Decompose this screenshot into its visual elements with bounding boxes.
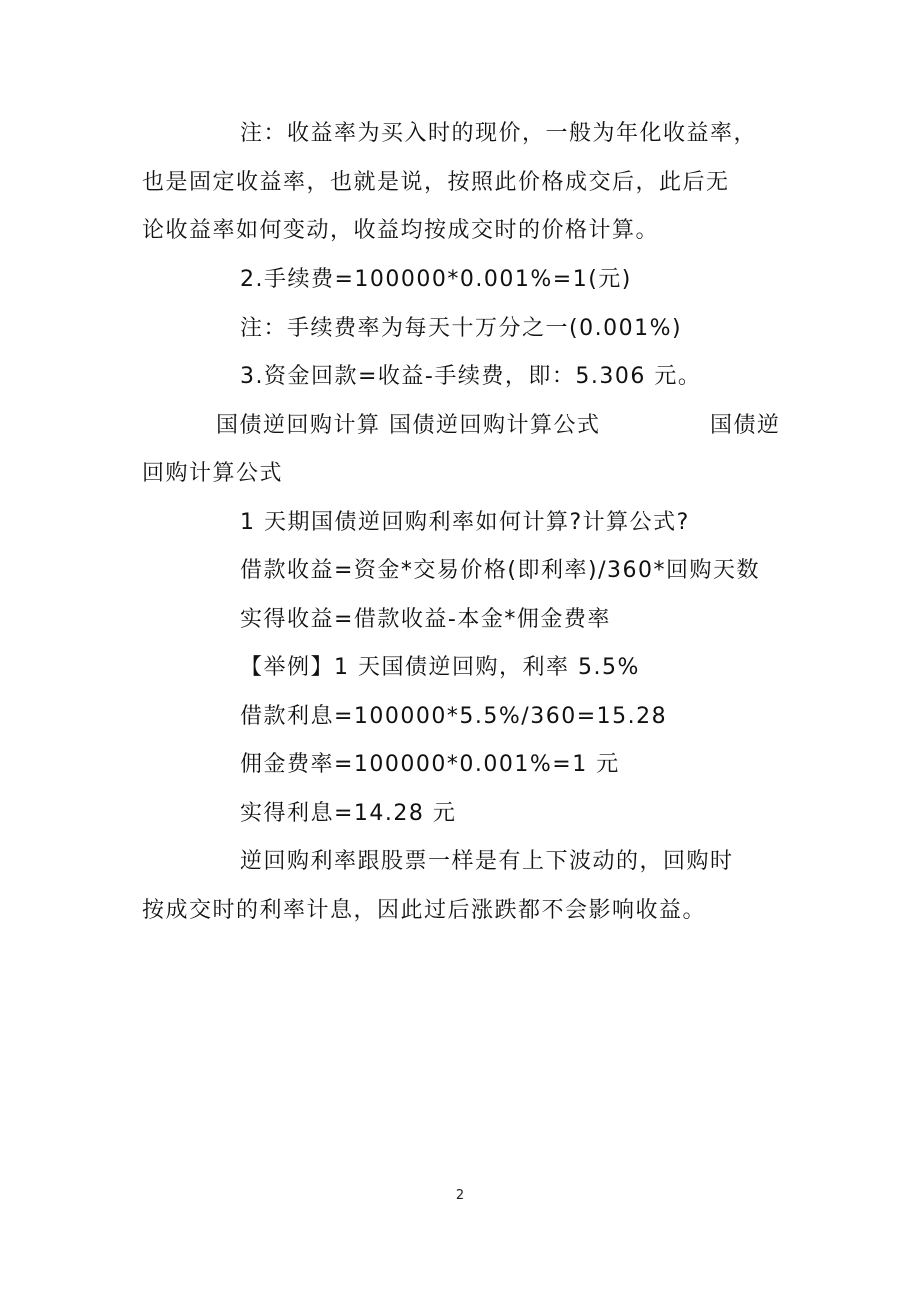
fee-formula-line: 2.手续费=100000*0.001%=1(元): [240, 267, 632, 292]
fee-note-line: 注：手续费率为每天十万分之一(0.001%): [240, 316, 683, 341]
example-line: 【举例】1 天国债逆回购，利率 5.5%: [240, 655, 640, 680]
borrow-income-formula-line: 借款收益=资金*交易价格(即利率)/360*回购天数: [240, 558, 761, 583]
note-yield-line-1: 注：收益率为买入时的现价，一般为年化收益率，: [240, 121, 758, 146]
note-yield-line-2: 也是固定收益率，也就是说，按照此价格成交后，此后无: [142, 170, 730, 195]
interest-calc-line: 借款利息=100000*5.5%/360=15.28: [240, 704, 668, 729]
note-yield-line-3: 论收益率如何变动，收益均按成交时的价格计算。: [142, 218, 660, 243]
section-heading-line-2: 回购计算公式: [142, 461, 284, 486]
conclusion-line-1: 逆回购利率跟股票一样是有上下波动的，回购时: [240, 849, 734, 874]
question-line: 1 天期国债逆回购利率如何计算?计算公式?: [240, 510, 690, 535]
section-heading-line-1: 国债逆回购计算 国债逆回购计算公式: [216, 413, 601, 438]
page-number: 2: [455, 1188, 465, 1203]
net-interest-line: 实得利息=14.28 元: [240, 801, 457, 826]
net-income-formula-line: 实得收益=借款收益-本金*佣金费率: [240, 607, 611, 632]
commission-calc-line: 佣金费率=100000*0.001%=1 元: [240, 752, 620, 777]
fund-return-line: 3.资金回款=收益-手续费，即：5.306 元。: [240, 364, 702, 389]
section-heading-line-1-tail: 国债逆: [710, 413, 781, 438]
conclusion-line-2: 按成交时的利率计息，因此过后涨跌都不会影响收益。: [142, 898, 707, 923]
